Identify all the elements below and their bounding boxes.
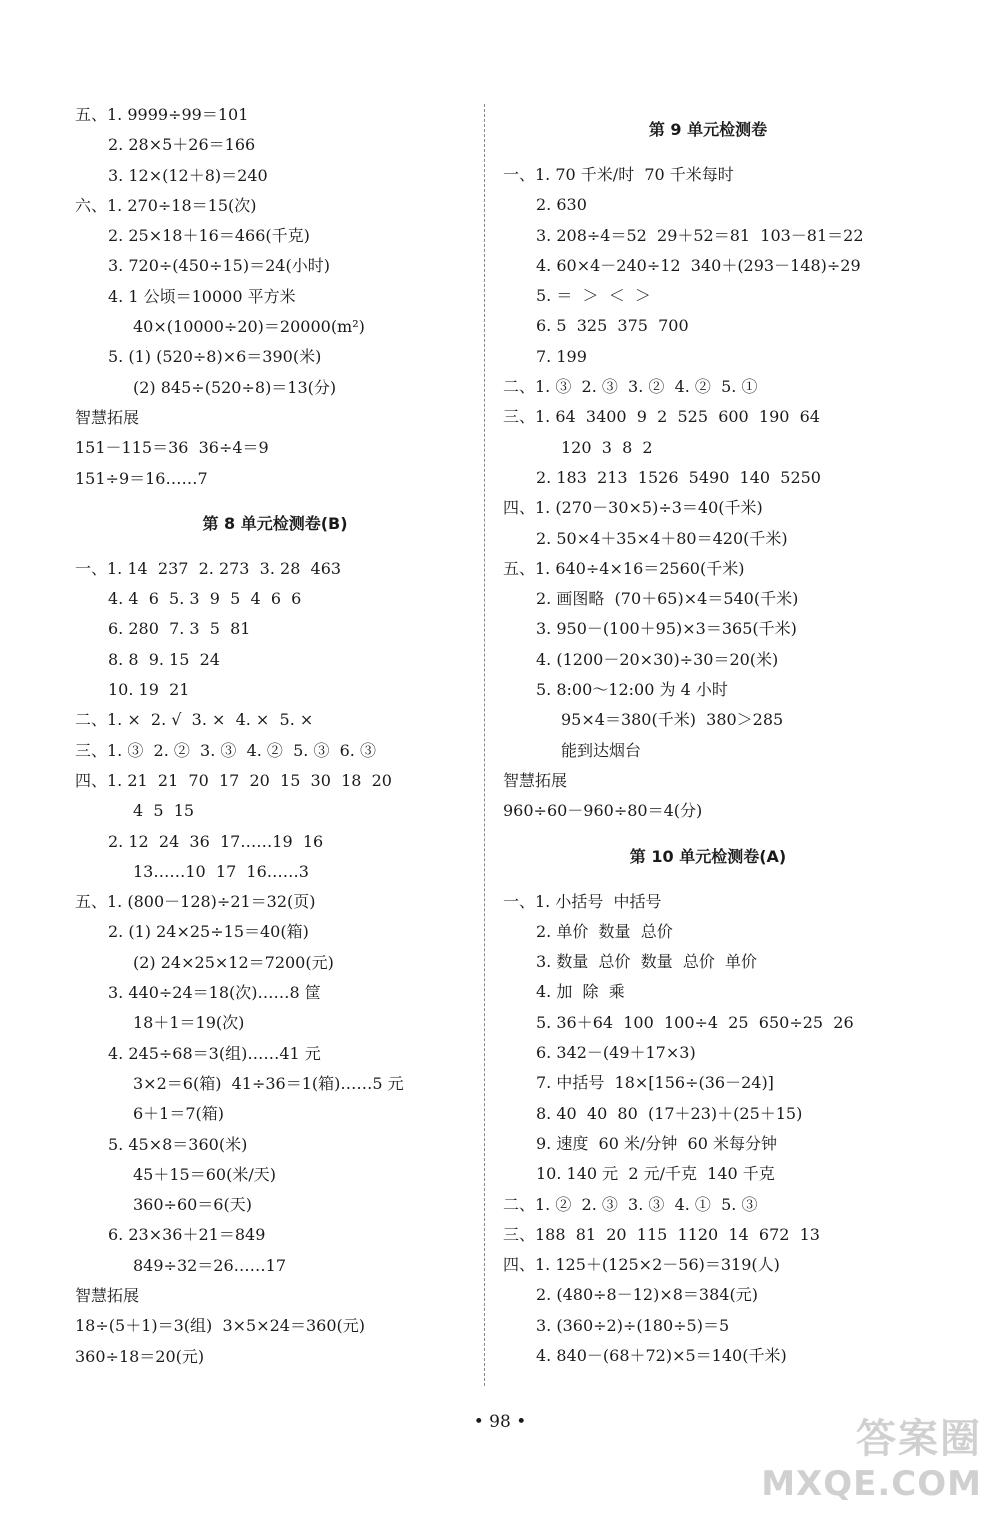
section-heading: 第 10 单元检测卷(A) — [629, 846, 787, 866]
answer-line: 2. 12 24 36 17……19 16 — [108, 831, 324, 851]
answer-line: 9. 速度 60 米/分钟 60 米每分钟 — [536, 1133, 777, 1153]
answer-line: 10. 140 元 2 元/千克 140 千克 — [536, 1164, 775, 1184]
answer-line: 3. 208÷4＝52 29＋52＝81 103－81＝22 — [536, 225, 864, 245]
answer-line: 151÷9＝16……7 — [75, 468, 208, 488]
answer-line: 7. 199 — [536, 346, 587, 366]
answer-line: 二、1. × 2. √ 3. × 4. × 5. × — [75, 710, 314, 730]
answer-line: 2. 50×4＋35×4＋80＝420(千米) — [536, 528, 788, 548]
answer-line: 6. 23×36＋21＝849 — [108, 1225, 266, 1245]
answer-line: 3. 720÷(450÷15)＝24(小时) — [108, 256, 330, 276]
answer-line: 8. 40 40 80 (17＋23)＋(25＋15) — [536, 1103, 803, 1123]
answer-line: 4 5 15 — [133, 801, 195, 821]
answer-line: 8. 8 9. 15 24 — [108, 649, 220, 669]
answer-line: 6. 280 7. 3 5 81 — [108, 619, 251, 639]
answer-line: 4. 840－(68＋72)×5＝140(千米) — [536, 1345, 787, 1365]
left-column — [75, 100, 475, 1372]
answer-line: 7. 中括号 18×[156÷(36－24)] — [536, 1073, 774, 1093]
answer-line: 360÷18＝20(元) — [75, 1346, 205, 1366]
column-divider — [484, 104, 485, 1386]
answer-line: 2. 28×5＋26＝166 — [108, 135, 256, 155]
answer-line: 4. 4 6 5. 3 9 5 4 6 6 — [108, 589, 302, 609]
answer-line: 6＋1＝7(箱) — [133, 1104, 225, 1124]
answer-line: 三、1. 64 3400 9 2 525 600 190 64 — [503, 407, 820, 427]
answer-line: 2. 183 213 1526 5490 140 5250 — [536, 467, 821, 487]
answer-line: 一、1. 70 千米/时 70 千米每时 — [503, 165, 734, 184]
answer-line: 三、188 81 20 115 1120 14 672 13 — [503, 1224, 820, 1244]
answer-line: 3×2＝6(箱) 41÷36＝1(箱)……5 元 — [133, 1073, 404, 1093]
section-heading: 第 8 单元检测卷(B) — [202, 513, 348, 533]
answer-line: 4. (1200－20×30)÷30＝20(米) — [536, 649, 779, 669]
answer-line: 5. 45×8＝360(米) — [108, 1134, 248, 1154]
answer-line: 二、1. ② 2. ③ 3. ③ 4. ① 5. ③ — [503, 1194, 758, 1214]
answer-line: 五、1. 640÷4×16＝2560(千米) — [503, 558, 745, 578]
answer-line: 6. 5 325 375 700 — [536, 316, 689, 336]
answer-line: 2. 25×18＋16＝466(千克) — [108, 226, 310, 246]
answer-line: 5. (1) (520÷8)×6＝390(米) — [108, 347, 322, 367]
answer-line: 4. 1 公顷＝10000 平方米 — [108, 286, 296, 306]
answer-line: 2. (480÷8－12)×8＝384(元) — [536, 1285, 758, 1305]
answer-line: 2. (1) 24×25÷15＝40(箱) — [108, 922, 309, 942]
answer-line: 智慧拓展 — [75, 1285, 140, 1305]
answer-line: 2. 画图略 (70＋65)×4＝540(千米) — [536, 589, 799, 609]
answer-line: 6. 342－(49＋17×3) — [536, 1043, 696, 1063]
answer-line: 3. 440÷24＝18(次)……8 筐 — [108, 983, 321, 1003]
page-number: • 98 • — [473, 1412, 527, 1432]
answer-line: 120 3 8 2 — [561, 437, 653, 457]
answer-line: 4. 245÷68＝3(组)……41 元 — [108, 1043, 321, 1063]
answer-line: 5. 8:00～12:00 为 4 小时 — [536, 680, 728, 700]
watermark-logo — [761, 1407, 982, 1504]
answer-line: 六、1. 270÷18＝15(次) — [75, 195, 257, 215]
answer-line: 智慧拓展 — [75, 407, 140, 427]
answer-line: (2) 845÷(520÷8)＝13(分) — [133, 377, 337, 397]
watermark-bottom: MXQE.COM — [761, 1464, 982, 1504]
right-column — [503, 100, 913, 1371]
answer-line: 10. 19 21 — [108, 680, 190, 700]
answer-line: 3. (360÷2)÷(180÷5)＝5 — [536, 1315, 730, 1335]
answer-line: 5. 36＋64 100 100÷4 25 650÷25 26 — [536, 1012, 854, 1032]
answer-line: 40×(10000÷20)＝20000(m²) — [133, 317, 365, 337]
answer-line: 3. 12×(12＋8)＝240 — [108, 165, 268, 185]
answer-line: 二、1. ③ 2. ③ 3. ② 4. ② 5. ① — [503, 377, 758, 397]
answer-line: 360÷60＝6(天) — [133, 1195, 252, 1215]
answer-line: 151－115＝36 36÷4＝9 — [75, 438, 269, 458]
answer-line: 13……10 17 16……3 — [133, 861, 309, 881]
watermark-top: 答案圈 — [856, 1416, 982, 1462]
answer-line: 五、1. (800－128)÷21＝32(页) — [75, 892, 316, 912]
answer-line: 849÷32＝26……17 — [133, 1255, 287, 1275]
answer-line: 3. 数量 总价 数量 总价 单价 — [536, 952, 758, 972]
answer-line: 95×4＝380(千米) 380＞285 — [561, 710, 784, 730]
answer-line: 2. 630 — [536, 195, 587, 215]
answer-line: 4. 60×4－240÷12 340＋(293－148)÷29 — [536, 255, 861, 275]
answer-line: 四、1. (270－30×5)÷3＝40(千米) — [503, 498, 763, 518]
answer-line: 18÷(5＋1)＝3(组) 3×5×24＝360(元) — [75, 1316, 366, 1336]
answer-line: 智慧拓展 — [503, 770, 568, 790]
answer-line: 5. ＝ ＞ ＜ ＞ — [536, 286, 651, 306]
answer-line: 五、1. 9999÷99＝101 — [75, 105, 249, 124]
answer-line: 3. 950－(100＋95)×3＝365(千米) — [536, 619, 797, 639]
answer-line: 45＋15＝60(米/天) — [133, 1164, 276, 1184]
answer-line: 四、1. 21 21 70 17 20 15 30 18 20 — [75, 770, 392, 790]
section-heading: 第 9 单元检测卷 — [648, 120, 768, 139]
answer-line: 4. 加 除 乘 — [536, 982, 625, 1002]
answer-line: (2) 24×25×12＝7200(元) — [133, 952, 334, 972]
answer-line: 960÷60－960÷80＝4(分) — [503, 801, 703, 821]
answer-line: 一、1. 14 237 2. 273 3. 28 463 — [75, 558, 342, 578]
answer-line: 四、1. 125＋(125×2－56)＝319(人) — [503, 1255, 780, 1275]
answer-line: 18＋1＝19(次) — [133, 1013, 245, 1033]
answer-line: 一、1. 小括号 中括号 — [503, 891, 662, 911]
answer-line: 三、1. ③ 2. ② 3. ③ 4. ② 5. ③ 6. ③ — [75, 740, 376, 760]
answer-line: 能到达烟台 — [561, 740, 642, 760]
answer-line: 2. 单价 数量 总价 — [536, 921, 673, 941]
